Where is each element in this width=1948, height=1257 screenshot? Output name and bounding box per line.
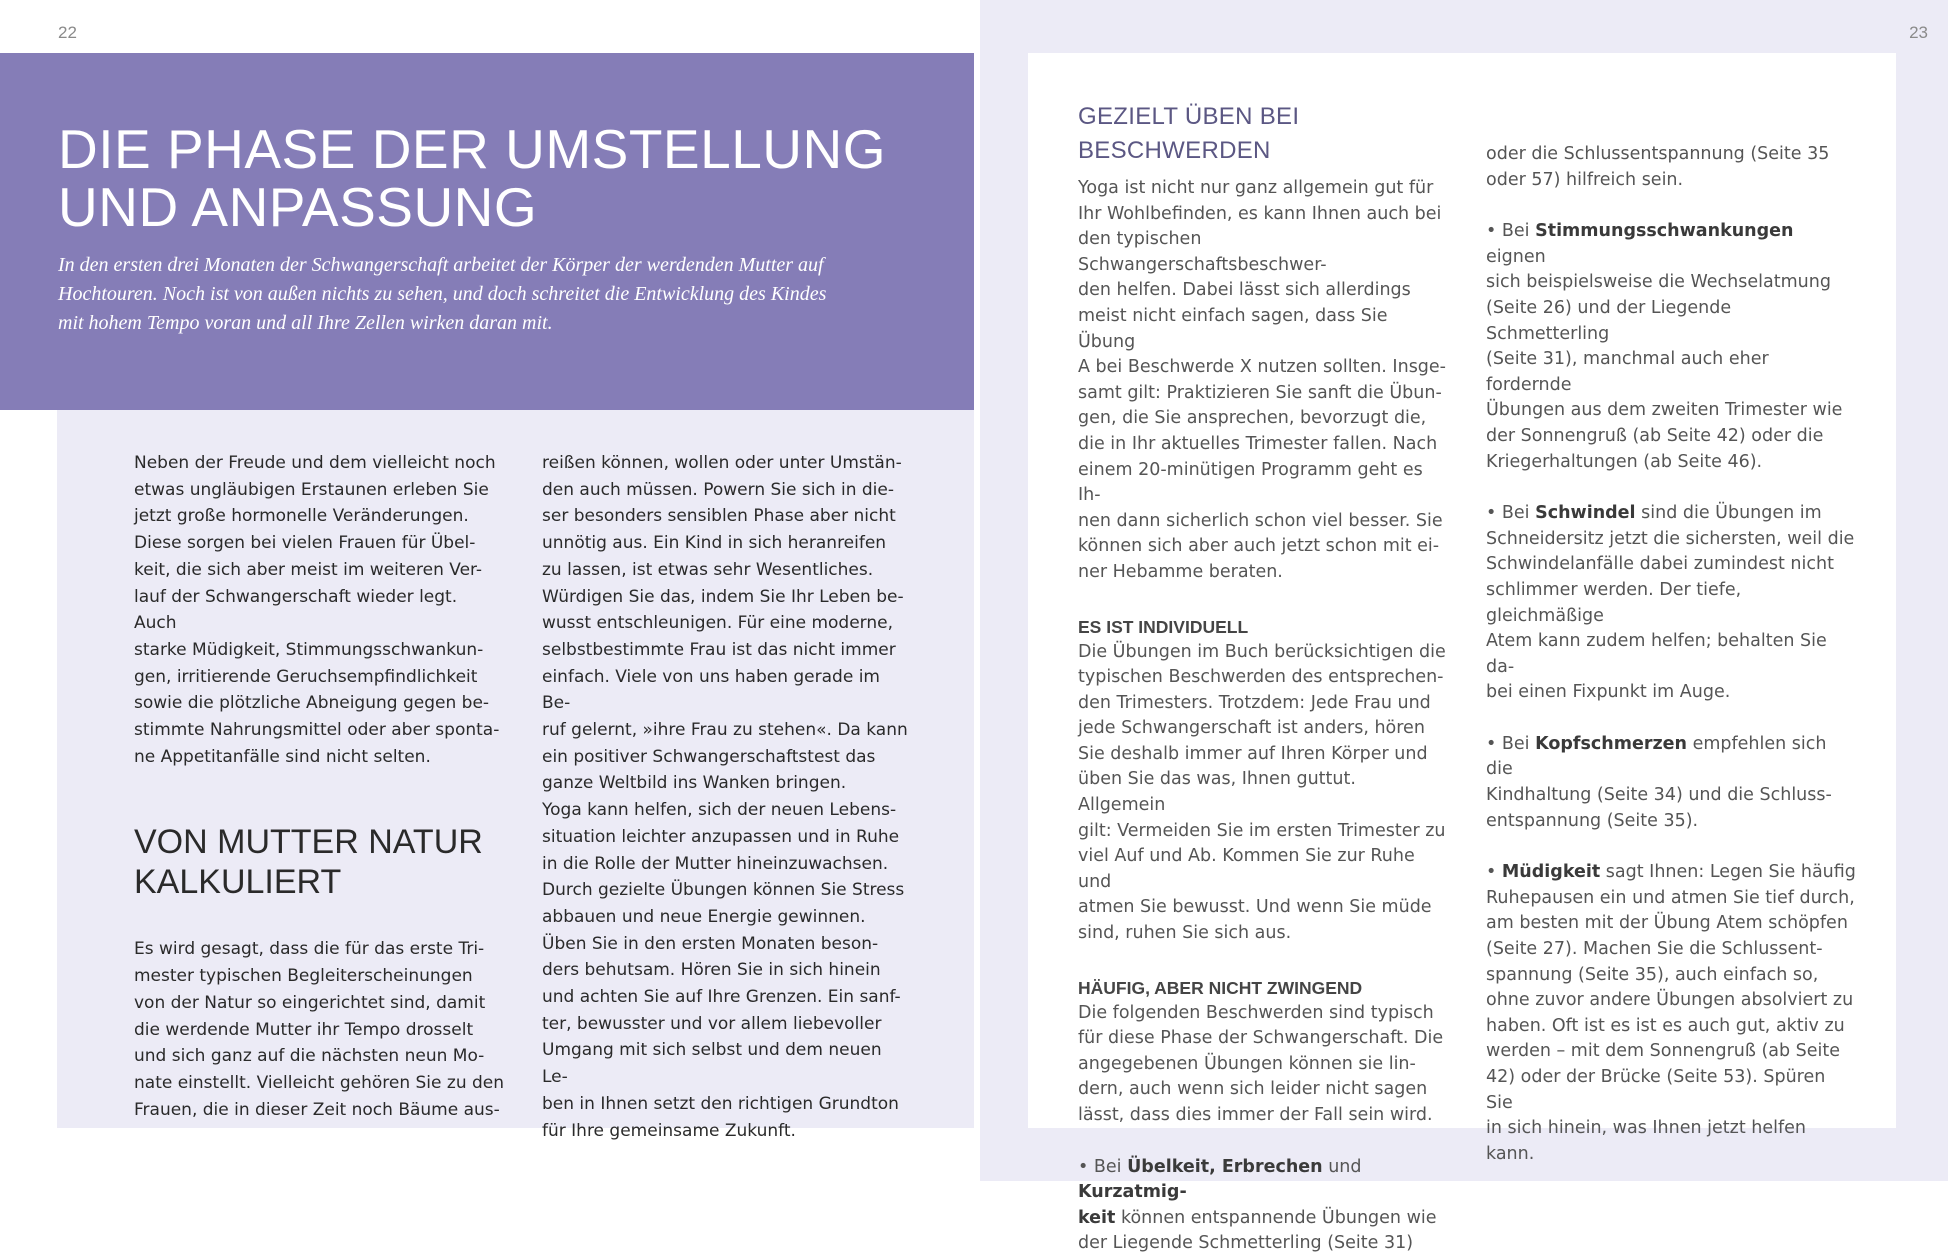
text-line: die in Ihr aktuelles Trimester fallen. Nach: [1078, 433, 1438, 454]
text-line: Es wird gesagt, dass die für das erste Tri-: [134, 939, 485, 960]
text-line: etwas ungläubigen Erstaunen erleben Sie: [134, 479, 489, 500]
text-line: einfach. Viele von uns haben gerade im Be-: [542, 666, 880, 714]
section-heading-common: HÄUFIG, ABER NICHT ZWINGEND: [1078, 977, 1363, 998]
paragraph-complaints: [1078, 176, 1448, 586]
text-line: werden – mit dem Sonnengruß (ab Seite: [1486, 1041, 1841, 1062]
text-line: selbstbestimmte Frau ist das nicht immer: [542, 639, 896, 660]
bullet-keyword: keit: [1078, 1207, 1116, 1228]
text-line: Diese sorgen bei vielen Frauen für Übel-: [134, 533, 476, 554]
bullet-keyword: Kurzatmig-: [1078, 1182, 1187, 1203]
text-line: situation leichter anzupassen und in Ruhe: [542, 826, 900, 847]
text-line: oder die Schlussentspannung (Seite 35: [1486, 144, 1830, 164]
text-line: Kriegerhaltungen (ab Seite 46).: [1486, 451, 1763, 472]
text-line: (Seite 27). Machen Sie die Schlussent-: [1486, 939, 1823, 960]
right-column-2: [1486, 142, 1856, 1167]
text-line: können sich aber auch jetzt schon mit ei-: [1078, 536, 1440, 557]
text-line: die werdende Mutter ihr Tempo drosselt: [134, 1019, 474, 1040]
text-line: dern, auch wenn sich leider nicht sagen: [1078, 1079, 1428, 1100]
text-line: Die Übungen im Buch berücksichtigen die: [1078, 641, 1446, 662]
bullet-dizziness: [1486, 501, 1856, 706]
subheading-line: VON MUTTER NATUR: [134, 823, 483, 862]
text-fragment: und: [1322, 1156, 1362, 1177]
bullet-keyword: Übelkeit, Erbrechen: [1127, 1156, 1323, 1177]
text-line: einem 20-minütigen Programm geht es Ih-: [1078, 459, 1423, 506]
paragraph-individual: [1078, 640, 1448, 947]
text-line: wusst entschleunigen. Für eine moderne,: [542, 613, 893, 634]
text-line: nen dann sicherlich schon viel besser. Sie: [1078, 510, 1443, 531]
text-line: sind, ruhen Sie sich aus.: [1078, 923, 1292, 944]
paragraph-intro: [134, 450, 504, 770]
text-fragment: können entspannende Übungen wie: [1115, 1207, 1437, 1228]
text-line: spannung (Seite 35), auch einfach so,: [1486, 964, 1819, 985]
section-subheading: [134, 822, 504, 902]
text-line: 42) oder der Brücke (Seite 53). Spüren Sie: [1486, 1067, 1826, 1113]
subheading-line: KALKULIERT: [134, 863, 342, 902]
text-line: ne Appetitanfälle sind nicht selten.: [134, 746, 431, 767]
text-line: ter, bewusster und vor allem liebevoller: [542, 1013, 882, 1034]
text-line: Die folgenden Beschwerden sind typisch: [1078, 1002, 1434, 1023]
bullet-keyword: Stimmungsschwankungen: [1535, 221, 1794, 242]
text-line: (Seite 31), manchmal auch eher fordernde: [1486, 349, 1769, 395]
text-line: keit, die sich aber meist im weiteren Ver-: [134, 559, 483, 580]
text-line: lässt, dass dies immer der Fall sein wird.: [1078, 1105, 1433, 1125]
bullet-prefix: • Bei: [1486, 503, 1536, 524]
text-line: meist nicht einfach sagen, dass Sie Übung: [1078, 305, 1388, 352]
text-line: und sich ganz auf die nächsten neun Mo-: [134, 1046, 485, 1067]
text-line: ser besonders sensiblen Phase aber nicht: [542, 506, 896, 527]
text-line: ganze Weltbild ins Wanken bringen.: [542, 773, 847, 794]
text-line: nate einstellt. Vielleicht gehören Sie zu den: [134, 1072, 505, 1093]
text-line: unnötig aus. Ein Kind in sich heranreifen: [542, 533, 887, 554]
bullet-headache: [1486, 732, 1856, 834]
bullet-nausea: [1078, 1155, 1448, 1257]
text-line: sich beispielsweise die Wechselatmung: [1486, 272, 1831, 293]
intro-line: mit hohem Tempo voran und all Ihre Zellen wirken daran mit.: [58, 312, 553, 334]
bullet-tiredness: [1486, 860, 1856, 1167]
text-line: Würdigen Sie das, indem Sie Ihr Leben be-: [542, 586, 904, 607]
text-line: entspannung (Seite 35).: [1486, 810, 1699, 831]
text-line: oder 57) hilfreich sein.: [1486, 169, 1684, 190]
text-line: Übungen aus dem zweiten Trimester wie: [1486, 400, 1843, 421]
text-line: Yoga ist nicht nur ganz allgemein gut für: [1078, 178, 1434, 198]
text-line: Yoga kann helfen, sich der neuen Lebens-: [542, 800, 897, 821]
text-line: Schneidersitz jetzt die sichersten, weil die: [1486, 528, 1855, 549]
chapter-title-line: DIE PHASE DER UMSTELLUNG: [58, 118, 887, 180]
text-line: schlimmer werden. Der tiefe, gleichmäßige: [1486, 579, 1742, 626]
intro-line: Hochtouren. Noch ist von außen nichts zu sehen, und doch schreitet die Entwicklung des Kindes: [58, 283, 827, 305]
text-line: ben in Ihnen setzt den richtigen Grundton: [542, 1093, 899, 1114]
text-line: zu lassen, ist etwas sehr Wesentliches.: [542, 559, 874, 580]
text-line: gilt: Vermeiden Sie im ersten Trimester zu: [1078, 820, 1446, 841]
text-line: für diese Phase der Schwangerschaft. Die: [1078, 1028, 1444, 1049]
text-line: Neben der Freude und dem vielleicht noch: [134, 453, 496, 473]
text-line: Sie deshalb immer auf Ihren Körper und: [1078, 743, 1428, 764]
text-line: abbauen und neue Energie gewinnen.: [542, 906, 866, 927]
text-line: bei einen Fixpunkt im Auge.: [1486, 682, 1731, 703]
chapter-intro: [58, 251, 928, 338]
right-column-1: [1078, 100, 1448, 1257]
bullet-prefix: • Bei: [1078, 1156, 1128, 1177]
text-line: den auch müssen. Powern Sie sich in die-: [542, 479, 895, 500]
text-line: für Ihre gemeinsame Zukunft.: [542, 1120, 796, 1141]
text-line: gen, die Sie ansprechen, bevorzugt die,: [1078, 408, 1427, 429]
text-line: ein positiver Schwangerschaftstest das: [542, 746, 876, 767]
text-line: den helfen. Dabei lässt sich allerdings: [1078, 280, 1411, 301]
text-line: jetzt große hormonelle Veränderungen.: [134, 506, 469, 527]
text-line: jede Schwangerschaft ist anders, hören: [1078, 718, 1425, 739]
text-line: angegebenen Übungen können sie lin-: [1078, 1053, 1416, 1074]
text-line: Kindhaltung (Seite 34) und die Schluss-: [1486, 785, 1832, 806]
text-line: haben. Oft ist es ist es auch gut, aktiv zu: [1486, 1015, 1845, 1036]
text-line: ruf gelernt, »ihre Frau zu stehen«. Da kann: [542, 720, 908, 741]
text-line: ner Hebamme beraten.: [1078, 561, 1283, 582]
text-fragment: empfehlen sich die: [1486, 733, 1827, 780]
text-line: Schwindelanfälle dabei zumindest nicht: [1486, 554, 1834, 575]
text-line: mester typischen Begleiterscheinungen: [134, 966, 473, 987]
bullet-prefix: • Bei: [1486, 733, 1536, 754]
text-line: (Seite 26) und der Liegende Schmetterling: [1486, 297, 1732, 344]
text-line: Ruhepausen ein und atmen Sie tief durch,: [1486, 887, 1855, 908]
text-line: viel Auf und Ab. Kommen Sie zur Ruhe und: [1078, 846, 1415, 892]
text-line: am besten mit der Übung Atem schöpfen: [1486, 913, 1848, 934]
left-column-1: [134, 450, 504, 1123]
text-line: lauf der Schwangerschaft wieder legt. Auch: [134, 586, 458, 634]
text-line: von der Natur so eingerichtet sind, damit: [134, 992, 486, 1013]
text-line: Ihr Wohlbefinden, es kann Ihnen auch bei: [1078, 203, 1442, 224]
bullet-mood-swings: [1486, 219, 1856, 475]
text-line: Üben Sie in den ersten Monaten beson-: [542, 933, 879, 954]
text-line: Durch gezielte Übungen können Sie Stress: [542, 880, 905, 901]
left-column-2: [542, 450, 912, 1144]
text-line: den typischen Schwangerschaftsbeschwer-: [1078, 229, 1327, 275]
text-line: in die Rolle der Mutter hineinzuwachsen.: [542, 853, 889, 874]
text-line: gen, irritierende Geruchsempfindlichkeit: [134, 666, 478, 687]
text-line: in sich hinein, was Ihnen jetzt helfen kann.: [1486, 1118, 1806, 1164]
text-fragment: sagt Ihnen: Legen Sie häufig: [1600, 862, 1856, 883]
chapter-title-line: UND ANPASSUNG: [58, 176, 538, 238]
paragraph-continued-right: [1486, 142, 1856, 193]
paragraph-common: [1078, 1001, 1448, 1129]
bullet-keyword: Müdigkeit: [1501, 862, 1601, 883]
text-line: stimmte Nahrungsmittel oder aber sponta-: [134, 720, 500, 741]
section-heading-individual: ES IST INDIVIDUELL: [1078, 616, 1249, 637]
text-line: atmen Sie bewusst. Und wenn Sie müde: [1078, 897, 1432, 918]
text-line: ohne zuvor andere Übungen absolviert zu: [1486, 990, 1854, 1011]
text-line: der Liegende Schmetterling (Seite 31): [1078, 1233, 1414, 1254]
text-line: Umgang mit sich selbst und dem neuen Le-: [542, 1040, 882, 1088]
text-line: sowie die plötzliche Abneigung gegen be-: [134, 693, 490, 714]
intro-line: In den ersten drei Monaten der Schwangerschaft arbeitet der Körper der werdenden Mutter auf: [58, 254, 824, 276]
text-line: typischen Beschwerden des entsprechen-: [1078, 667, 1444, 688]
chapter-title: [58, 120, 958, 236]
text-line: starke Müdigkeit, Stimmungsschwankun-: [134, 639, 484, 660]
paragraph-continued: [542, 450, 912, 1144]
text-line: A bei Beschwerde X nutzen sollten. Insge-: [1078, 357, 1446, 378]
text-line: der Sonnengruß (ab Seite 42) oder die: [1486, 425, 1824, 446]
bullet-keyword: Schwindel: [1535, 503, 1636, 524]
text-line: samt gilt: Praktizieren Sie sanft die Übun-: [1078, 382, 1442, 403]
text-line: reißen können, wollen oder unter Umstän-: [542, 453, 902, 473]
paragraph-nature: [134, 936, 504, 1123]
text-line: Frauen, die in dieser Zeit noch Bäume aus-: [134, 1099, 500, 1120]
text-line: den Trimesters. Trotzdem: Jede Frau und: [1078, 692, 1431, 713]
text-line: üben Sie das was, Ihnen guttut. Allgemein: [1078, 769, 1356, 816]
section-heading-main: GEZIELT ÜBEN BEI BESCHWERDEN: [1078, 103, 1300, 164]
text-line: und achten Sie auf Ihre Grenzen. Ein sanf-: [542, 987, 901, 1008]
bullet-prefix: •: [1486, 862, 1502, 883]
page-number-right: 23: [1909, 23, 1928, 42]
text-line: Atem kann zudem helfen; behalten Sie da-: [1486, 631, 1827, 677]
text-fragment: eignen: [1486, 246, 1546, 267]
text-line: ders behutsam. Hören Sie in sich hinein: [542, 960, 881, 981]
text-fragment: sind die Übungen im: [1635, 503, 1822, 524]
bullet-keyword: Kopfschmerzen: [1535, 733, 1688, 754]
bullet-prefix: • Bei: [1486, 221, 1536, 242]
page-number-left: 22: [58, 23, 77, 42]
